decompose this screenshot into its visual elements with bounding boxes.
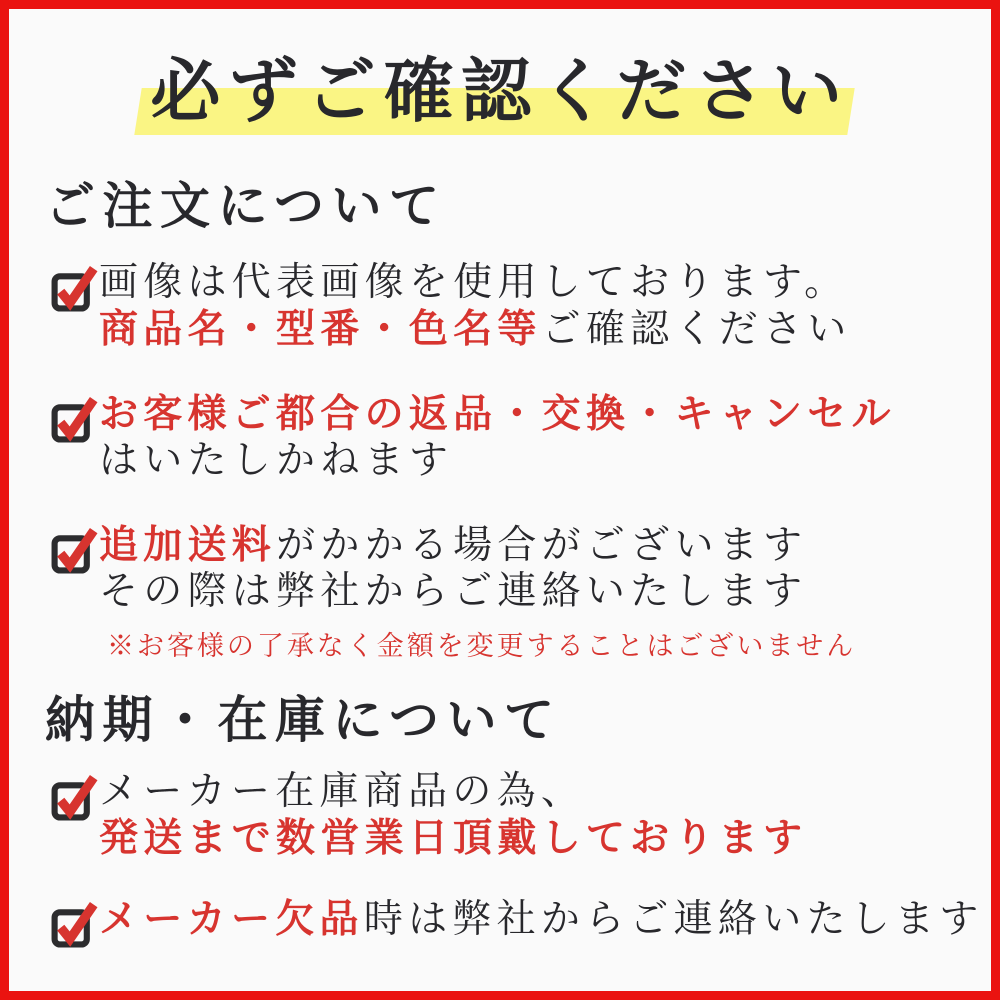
item-line: [99, 306, 955, 353]
list-item: [45, 896, 984, 948]
list-item: [45, 260, 955, 353]
item-line: [99, 569, 955, 615]
list-item: [45, 769, 955, 862]
checkbox-check-icon: [50, 898, 96, 948]
item-line: [99, 896, 984, 943]
item-line: [99, 260, 955, 306]
item-text-black: その際は弊社からご連絡いたします: [99, 568, 808, 614]
item-text-red: 商品名・型番・色名等: [99, 305, 542, 352]
checkbox-check-icon: [50, 393, 96, 443]
item-text-black: ご確認ください: [541, 306, 852, 352]
item-text-red: メーカー欠品: [99, 896, 364, 943]
item-text-black: メーカー在庫商品の為、: [99, 769, 586, 815]
item-text-black: 画像は代表画像を使用しております。: [99, 259, 849, 305]
section-heading-stock: 納期・在庫について: [45, 689, 562, 749]
page-title-text: 必ずご確認ください: [150, 49, 850, 132]
list-item: [45, 522, 955, 663]
item-line: [99, 769, 955, 815]
item-text-red: 発送まで数営業日頂戴しております: [99, 815, 808, 862]
checkbox-check-icon: [50, 262, 96, 312]
list-item: [45, 391, 955, 484]
item-text-red: お客様ご都合の返品・交換・キャンセル: [99, 390, 896, 437]
item-text-red: 追加送料: [99, 521, 277, 568]
item-footnote: ※お客様の了承なく金額を変更することはございません: [107, 630, 857, 662]
checkbox-check-icon: [50, 771, 96, 821]
section-heading-orders: ご注文について: [45, 176, 447, 235]
item-line: [99, 522, 955, 569]
page-title: [45, 49, 955, 133]
item-line: [99, 438, 955, 484]
item-line: [99, 815, 955, 862]
item-line: [99, 391, 955, 438]
item-text-black: はいたしかねます: [99, 437, 454, 483]
checkbox-check-icon: [50, 524, 96, 574]
item-text-black: がかかる場合がございます: [276, 522, 808, 568]
item-text-black: 時は弊社からご連絡いたします: [363, 897, 984, 943]
